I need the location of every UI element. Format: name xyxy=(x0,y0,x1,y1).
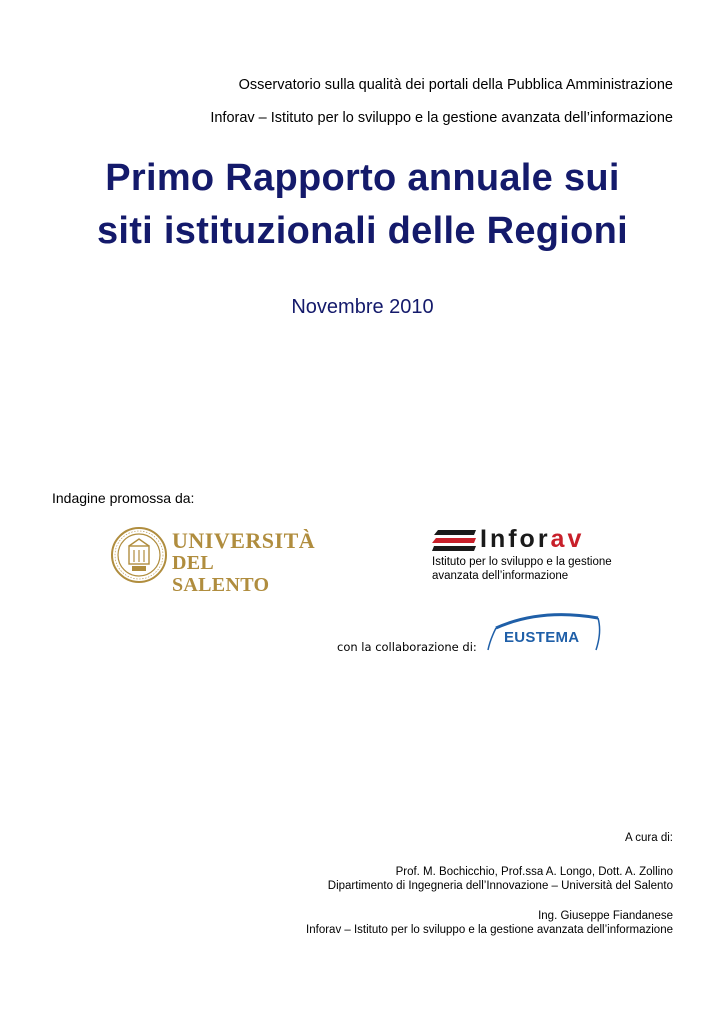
report-title xyxy=(0,152,725,258)
unisalento-line2: DEL SALENTO xyxy=(172,552,270,596)
inforav-subtitle-line1: Istituto per lo sviluppo e la gestione xyxy=(432,556,612,568)
report-title-line1: Primo Rapporto annuale sui xyxy=(105,157,620,199)
inforav-wordmark xyxy=(480,525,584,554)
inforav-subtitle xyxy=(432,555,612,583)
editors-label: A cura di: xyxy=(625,832,673,844)
observatory-line: Osservatorio sulla qualità dei portali della Pubblica Amministrazione xyxy=(238,77,673,93)
report-title-line2: siti istituzionali delle Regioni xyxy=(96,210,629,252)
inforav-word-black: Infor xyxy=(480,525,551,553)
promoted-by-label: Indagine promossa da: xyxy=(52,490,195,506)
report-date: Novembre 2010 xyxy=(291,296,434,318)
institute-line: Inforav – Istituto per lo sviluppo e la gestione avanzata dell’informazione xyxy=(210,110,673,126)
eustema-logo xyxy=(486,610,606,655)
editor-name: Ing. Giuseppe Fiandanese xyxy=(538,910,673,922)
editors-department: Dipartimento di Ingegneria dell’Innovazione – Università del Salento xyxy=(327,880,673,892)
editors-names: Prof. M. Bochicchio, Prof.ssa A. Longo, Dott. A. Zollino xyxy=(395,866,673,878)
inforav-stripes-icon xyxy=(432,530,476,552)
editor-institute: Inforav – Istituto per lo sviluppo e la gestione avanzata dell’informazione xyxy=(306,924,673,936)
inforav-subtitle-line2: avanzata dell’informazione xyxy=(432,570,569,582)
eustema-wordmark: EUSTEMA xyxy=(504,629,580,646)
unisalento-line1: UNIVERSITÀ xyxy=(172,528,316,553)
university-seal-icon xyxy=(110,526,168,584)
inforav-logo xyxy=(432,525,612,583)
inforav-word-red: av xyxy=(550,525,585,553)
unisalento-logo xyxy=(110,526,316,596)
collaboration-label: con la collaborazione di: xyxy=(337,640,477,654)
